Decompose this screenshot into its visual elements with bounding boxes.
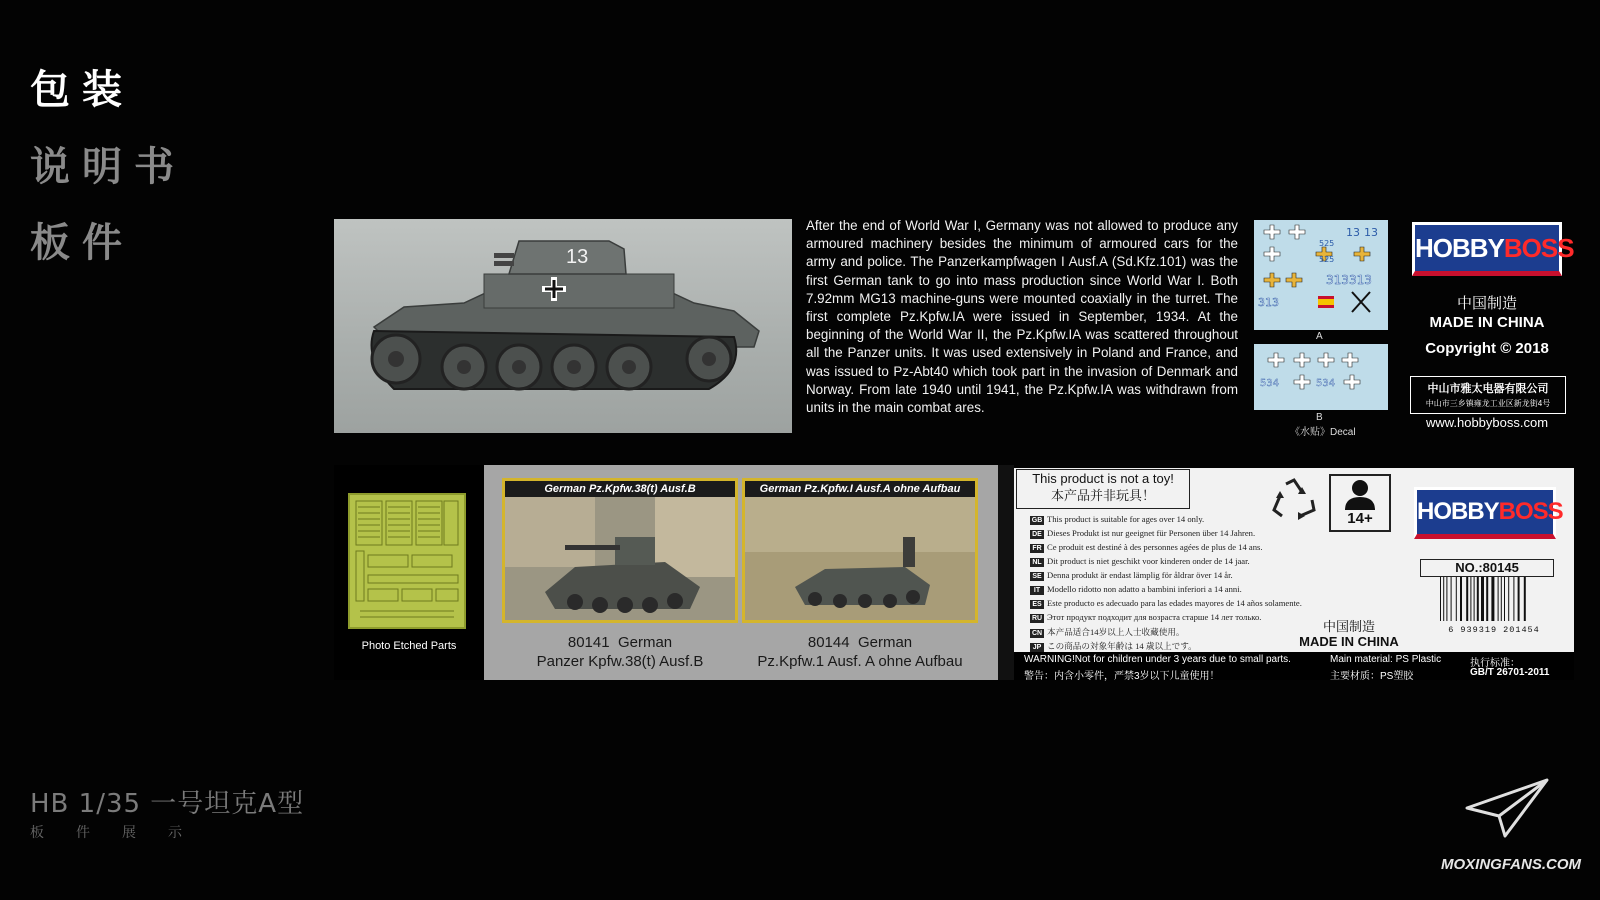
nav-item-instructions[interactable]: 说明书	[30, 144, 186, 190]
related-kit-box-title: German Pz.Kpfw.I Ausf.A ohne Aufbau	[745, 481, 975, 497]
language-warning-text: Dit product is niet geschikt voor kinderen onder de 14 jaar.	[1047, 556, 1250, 566]
photo-etched-label: Photo Etched Parts	[361, 640, 457, 652]
barcode-bar	[1451, 577, 1452, 621]
language-warning-ru	[1030, 612, 1261, 623]
language-warning-text: Denna produkt är endast lämplig för åldrar över 14 år.	[1047, 570, 1233, 580]
language-code: JP	[1030, 643, 1044, 652]
tank-profile-image	[334, 219, 792, 433]
related-kit-box-title: German Pz.Kpfw.38(t) Ausf.B	[505, 481, 735, 497]
barcode-bar	[1518, 577, 1520, 621]
svg-text:534: 534	[1260, 378, 1280, 389]
age-rating-badge: 14+	[1329, 474, 1391, 532]
small-parts-warning-en: WARNING!Not for children under 3 years due to small parts.	[1024, 654, 1291, 665]
company-name: 中山市雅太电器有限公司	[1427, 383, 1549, 395]
site-watermark: MOXINGFANS.COM	[1440, 856, 1581, 873]
barcode-bar	[1481, 577, 1484, 621]
standard-label: 执行标准：	[1470, 658, 1520, 669]
barcode-bar	[1456, 577, 1457, 621]
photo-etched-fret	[348, 493, 466, 629]
kit-title: HB 1/35 一号坦克A型	[30, 789, 305, 819]
language-code: CN	[1031, 630, 1043, 637]
svg-text:534: 534	[1316, 378, 1336, 389]
svg-text:313: 313	[1258, 296, 1279, 309]
language-warning-text: This product is suitable for ages over 14 only.	[1047, 514, 1205, 524]
language-warning-text: この商品の対象年齢は 14 歳以上です。	[1047, 641, 1197, 651]
kit-subtitle: 板件展示	[30, 825, 214, 841]
decal-caption: 《水贴》Decal	[1290, 427, 1356, 438]
standard-code: GB/T 26701-2011	[1470, 667, 1550, 678]
svg-text:525: 525	[1319, 239, 1335, 248]
language-code: ES	[1030, 600, 1044, 609]
nav-item-packaging[interactable]: 包装	[30, 67, 134, 113]
language-warning-text: Этот продукт подходит для возраста старше 14 лет только.	[1047, 612, 1262, 622]
svg-text:313: 313	[1326, 273, 1349, 287]
language-warning-se	[1030, 570, 1233, 581]
svg-text:525: 525	[1319, 255, 1335, 264]
language-warning-text: Ce produit est destiné à des personnes agées de plus de 14 ans.	[1047, 542, 1263, 552]
related-kits-panel	[484, 465, 998, 680]
person-icon	[1331, 476, 1389, 510]
nav-item-parts[interactable]: 板件	[30, 220, 134, 266]
language-warning-nl	[1030, 556, 1250, 567]
side-made-in-china-en: MADE IN CHINA	[1299, 634, 1399, 649]
language-code: GB	[1031, 517, 1043, 524]
svg-text:313: 313	[1349, 273, 1372, 287]
company-address-box	[1410, 376, 1566, 414]
side-made-in-china-cn: 中国制造	[1322, 619, 1375, 634]
language-warning-text: Modello ridotto non adatto a bambini inferiori a 14 anni.	[1047, 584, 1242, 594]
barcode-digits: 6 939319 201454	[1448, 625, 1540, 635]
language-warning-text: Dieses Produkt ist nur geeignet für Personen über 14 Jahren.	[1047, 528, 1256, 538]
language-code: FR	[1030, 544, 1044, 553]
small-parts-warning-cn: 警告：内含小零件，严禁3岁以下儿童使用！	[1024, 671, 1220, 682]
made-in-china-cn: 中国制造	[1456, 295, 1517, 312]
barcode-bar	[1508, 577, 1509, 621]
material-cn: 主要材质：PS塑胶	[1330, 671, 1414, 682]
barcode-bar	[1486, 577, 1488, 621]
barcode-bar	[1498, 577, 1499, 621]
barcode-bar	[1440, 577, 1441, 621]
material-en: Main material: PS Plastic	[1330, 654, 1442, 665]
barcode-bar	[1524, 577, 1526, 621]
not-a-toy-notice: This product is not a toy! 本产品并非玩具！	[1016, 469, 1190, 509]
tank-number: 13	[566, 246, 589, 268]
svg-text:13: 13	[1364, 226, 1378, 239]
barcode-bar	[1474, 577, 1475, 621]
language-warning-text: Este producto es adecuado para las edades mayores de 14 años solamente.	[1047, 598, 1302, 608]
svg-text:13: 13	[1346, 226, 1360, 239]
language-warning-cn	[1030, 626, 1185, 638]
language-warning-fr	[1030, 542, 1263, 553]
barcode-bar	[1501, 577, 1502, 621]
language-warning-it	[1030, 584, 1242, 595]
paper-plane-logo-icon	[1465, 778, 1549, 838]
language-warning-es	[1030, 598, 1302, 609]
website[interactable]: www.hobbyboss.com	[1425, 415, 1549, 430]
barcode	[1436, 577, 1552, 635]
related-kit-caption-80141: 80141 German Panzer Kpfw.38(t) Ausf.B	[536, 634, 704, 670]
barcode-bar	[1513, 577, 1514, 621]
barcode-bar	[1470, 577, 1471, 621]
related-kit-caption-80144: 80144 German Pz.Kpfw.1 Ausf. A ohne Aufbau	[757, 634, 963, 670]
language-code: SE	[1030, 572, 1044, 581]
barcode-bar	[1446, 577, 1447, 621]
language-warning-jp	[1030, 640, 1197, 652]
related-kit-box-80144	[742, 478, 978, 623]
decal-sheet-b	[1254, 344, 1388, 410]
language-warning-text: 本产品适合14岁以上人士收藏使用。	[1047, 627, 1185, 637]
hobbyboss-logo-side: HOBBYBOSS	[1414, 487, 1556, 539]
company-address: 中山市三乡镇雍龙工业区新龙街4号	[1425, 399, 1551, 408]
barcode-bar	[1443, 577, 1444, 621]
language-warning-de	[1030, 528, 1255, 539]
decal-sheet-a	[1254, 220, 1388, 330]
barcode-bar	[1504, 577, 1505, 621]
copyright: Copyright © 2018	[1425, 340, 1549, 357]
language-code: RU	[1031, 615, 1043, 622]
barcode-bar	[1460, 577, 1462, 621]
panel-divider	[998, 465, 1014, 680]
language-code: DE	[1030, 530, 1044, 539]
decal-a-label: A	[1316, 331, 1323, 342]
barcode-bar	[1491, 577, 1494, 621]
language-code: NL	[1030, 558, 1044, 567]
history-text: After the end of World War I, Germany was not allowed to produce any armoured machinery besides the minimum of armoured cars for the army and police. The Panzerkampfwagen I Ausf.A (Sd.Kfz.101) was the first German tank to go into mass production since World War I. Both 7.92mm MG13 machine-guns were mounted coaxially in the turret. The first complete Pz.Kpfw.IA were issued in September, 1934. At the beginning of the World War II, the Pz.Kpfw.IA was scattered throughout all the Panzer units. It was used extensively in Poland and France, and was issued to Pz-Abt40 which took part in the invasion of Denmark and Norway. From late 1940 until 1941, the Pz.Kpfw.IA was withdrawn from units in the main combat ares.	[806, 218, 1238, 416]
hobbyboss-logo: HOBBYBOSS	[1412, 222, 1562, 276]
product-number: NO.:80145	[1420, 559, 1554, 577]
language-code: IT	[1030, 586, 1044, 595]
language-warning-gb	[1030, 514, 1204, 525]
made-in-china-en: MADE IN CHINA	[1429, 314, 1545, 331]
barcode-bar	[1477, 577, 1479, 621]
recycle-icon	[1268, 476, 1320, 524]
related-kit-box-80141	[502, 478, 738, 623]
barcode-bar	[1466, 577, 1468, 621]
decal-b-label: B	[1316, 412, 1323, 423]
